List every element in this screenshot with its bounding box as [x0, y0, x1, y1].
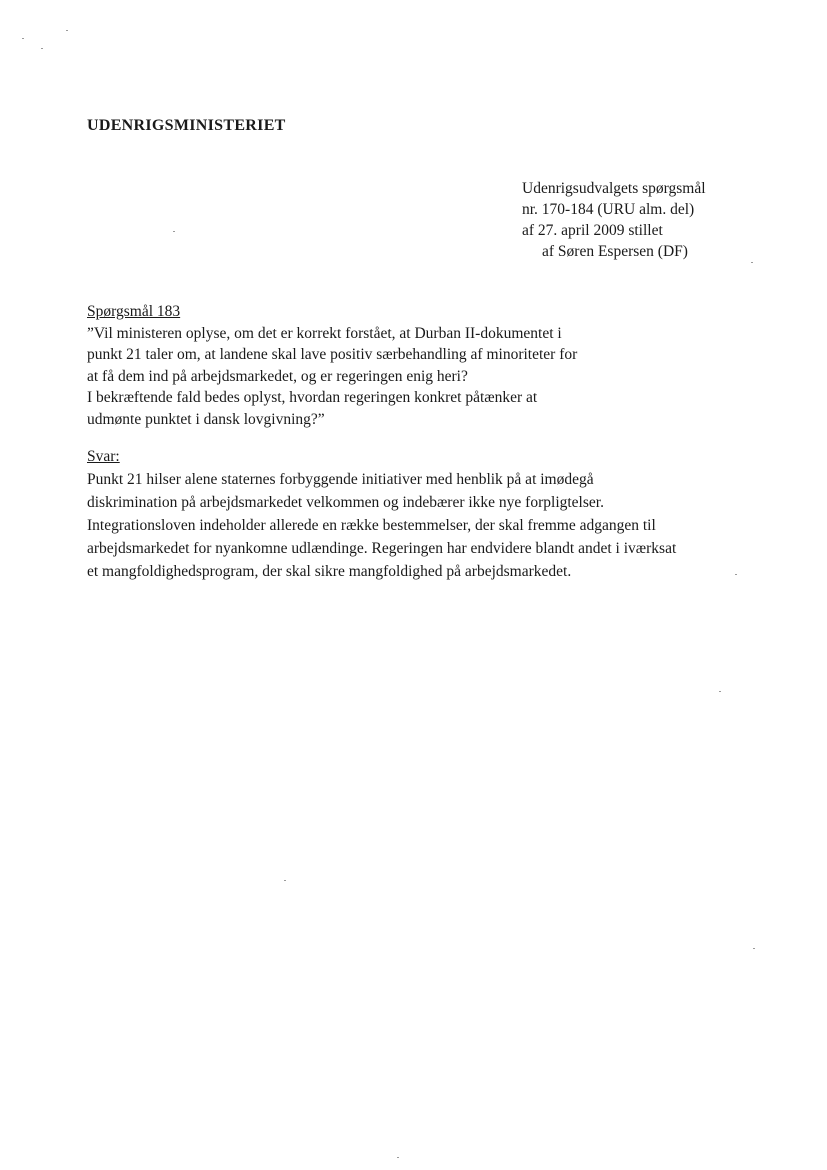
reference-line: af 27. april 2009 stillet	[522, 222, 663, 239]
answer-line: et mangfoldighedsprogram, der skal sikre mangfoldighed på arbejdsmarkedet.	[87, 563, 572, 580]
question-line: ”Vil ministeren oplyse, om det er korrekt forstået, at Durban II-dokumentet i	[87, 324, 562, 342]
reference-line: nr. 170-184 (URU alm. del)	[522, 201, 695, 218]
ministry-name: UDENRIGSMINISTERIET	[87, 117, 286, 134]
scan-speck	[753, 948, 755, 949]
answer-line: arbejdsmarkedet for nyankomne udlændinge. Regeringen har endvidere blandt andet i iværksat	[87, 540, 677, 557]
scan-speck	[397, 1157, 399, 1158]
question-line: punkt 21 taler om, at landene skal lave positiv særbehandling af minoriteter for	[87, 346, 578, 363]
scan-speck	[719, 691, 721, 692]
question-heading: Spørgsmål 183	[87, 303, 181, 320]
reference-line: Udenrigsudvalgets spørgsmål	[522, 180, 706, 197]
reference-block	[522, 178, 706, 262]
scan-speck	[22, 38, 24, 39]
answer-line: diskrimination på arbejdsmarkedet velkommen og indebærer ikke nye forpligtelser.	[87, 494, 604, 511]
question-line: udmønte punktet i dansk lovgivning?”	[87, 410, 325, 428]
question-line: I bekræftende fald bedes oplyst, hvordan regeringen konkret påtænker at	[87, 389, 538, 406]
scan-speck	[751, 262, 753, 263]
answer-section	[87, 445, 777, 583]
reference-line: af Søren Espersen (DF)	[542, 243, 688, 260]
scan-speck	[173, 231, 175, 232]
answer-heading: Svar:	[87, 448, 120, 465]
scan-speck	[66, 30, 68, 31]
question-section	[87, 301, 767, 430]
scan-speck	[41, 48, 43, 49]
question-line: at få dem ind på arbejdsmarkedet, og er regeringen enig heri?	[87, 367, 468, 385]
answer-line: Integrationsloven indeholder allerede en række bestemmelser, der skal fremme adgangen til	[87, 517, 656, 534]
answer-line: Punkt 21 hilser alene staternes forbyggende initiativer med henblik på at imødegå	[87, 471, 594, 488]
scan-speck	[735, 574, 737, 575]
scan-speck	[284, 880, 286, 881]
